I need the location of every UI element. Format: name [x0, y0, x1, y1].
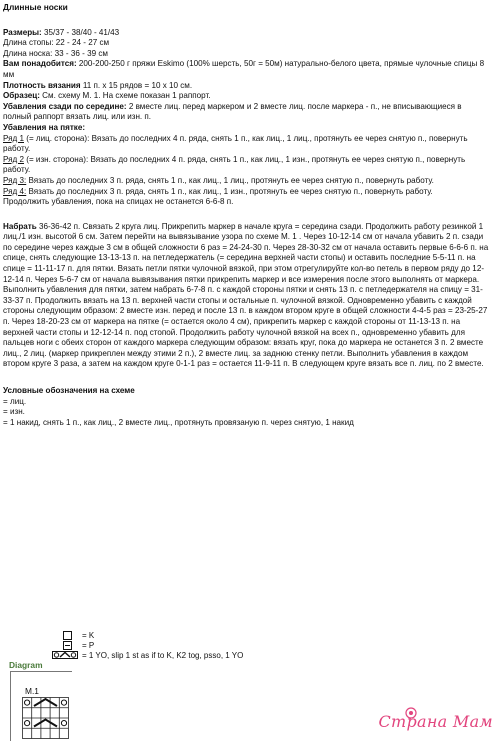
gauge-label: Плотность вязания [3, 80, 81, 90]
sample-line [3, 91, 491, 102]
chart-label: M.1 [25, 686, 39, 696]
foot-length: Длина стопы: 22 - 24 - 27 см [3, 38, 110, 48]
cast-on-paragraph [3, 222, 491, 286]
row-4-label: Ряд 4: [3, 186, 27, 196]
continue-line: Продолжить убавления, пока на спицах не останется 6-6-8 п. [3, 197, 234, 207]
cast-on-label: Набрать [3, 221, 37, 231]
row-1-label: Ряд 1 [3, 133, 24, 143]
legend-k-text: = K [82, 630, 95, 640]
back-decrease-label: Убавления сзади по середине: [3, 101, 127, 111]
row-2 [3, 155, 491, 176]
heel-decrease-heading: Убавления на пятке: [3, 122, 86, 132]
row-2-label: Ряд 2 [3, 154, 24, 164]
back-decrease-value: 2 вместе лиц. перед маркером и 2 вместе лиц. после маркера - п., не вписывающиеся в полный раппорт вязать лиц. или изн. п. [3, 101, 462, 122]
legend-row-k [60, 630, 268, 640]
gauge-value: 11 п. x 15 рядов = 10 x 10 см. [80, 80, 193, 90]
row-3 [3, 176, 491, 187]
row-2-text: (= изн. сторона): Вязать до последних 4 п. ряда, снять 1 п., как лиц., 1 изн., протянуть ее через снятую п., повернуть работу. [3, 154, 466, 175]
row-4-text: Вязать до последних 3 п. ряда, снять 1 п., как лиц., 1 изн., протянуть ее через снятую п., повернуть работу. [26, 186, 433, 196]
row-3-text: Вязать до последних 3 п. ряда, снять 1 п., как лиц., 1 лиц., протянуть ее через снятую п., повернуть работу. [26, 175, 434, 185]
purl-symbol-icon [60, 641, 74, 649]
materials-line [3, 59, 491, 80]
row-1-text: (= лиц. сторона): Вязать до последних 4 п. ряда, снять 1 п., как лиц., 1 лиц., протянуть ее через снятую п., повернуть работу. [3, 133, 468, 154]
row-1 [3, 134, 491, 155]
sock-length: Длина носка: 33 - 36 - 39 см [3, 48, 108, 58]
legend-dec-text: = 1 YO, slip 1 st as if to K, K2 tog, psso, 1 YO [82, 650, 244, 660]
back-decrease-line [3, 102, 491, 123]
legend-purl: = изн. [3, 407, 25, 417]
page-title: Длинные носки [3, 2, 68, 12]
watermark: Страна Мам [378, 712, 493, 731]
legend-p-text: = P [82, 640, 95, 650]
knitting-chart-grid [22, 697, 70, 740]
gauge-line [3, 81, 491, 92]
legend-decrease: = 1 накид, снять 1 п., как лиц., 2 вместе лиц., протянуть провязаную п. через снятую, 1 накид [3, 417, 354, 427]
row-4 [3, 187, 491, 198]
legend-knit: = лиц. [3, 396, 27, 406]
materials-value: 200-200-250 г пряжи Eskimo (100% шерсть, 50г = 50м) натурально-белого цвета, прямые чулочные спицы 8 мм [3, 59, 485, 79]
row-3-label: Ряд 3: [3, 175, 27, 185]
document [3, 0, 491, 428]
sample-value: См. схему М. 1. На схеме показан 1 раппорт. [39, 91, 211, 101]
sizes-label: Размеры: [3, 27, 42, 37]
materials-label: Вам понадобится: [3, 59, 77, 69]
cast-on-text: 36-36-42 п. Связать 2 круга лиц. Прикрепить маркер в начале круга = середина сзади. Продолжить работу резинкой 1 лиц./1 изн. высотой 6 см. Затем перейти на вывязывание узора по схеме М. 1 . Через 10-12-14 см от начала убавить 2 п. сзади по середине через каждые 3 см в общей сложности 6 раз = 24-24-30 п. Через 28-30-32 см от начала оставить первые 6-6-6 п. на спице, снять следующие 13-13-13 п. на петледержатель (= середина верхней части стопы) и оставить последние 5-5-11 п. на спице = 11-11-17 п. для пятки. Вязать петли пятки чулочной вязкой, при этом отрегулируйте кол-во петель в первом ряду до 12-12-14 п. Через 5-6-7 см от начала вывязывания пятки прикрепить маркер и все измерения после этого выполнять от маркера. [3, 221, 489, 284]
knit-symbol-icon [60, 631, 74, 639]
sample-label: Образец: [3, 91, 40, 101]
legend-title: Условные обозначения на схеме [3, 386, 135, 395]
legend-row-p [60, 640, 268, 650]
sizes-value: 35/37 - 38/40 - 41/43 [41, 27, 120, 37]
diagram-title: Diagram [9, 660, 43, 670]
legend-row-dec [52, 650, 268, 660]
symbol-legend [8, 630, 268, 660]
decrease-symbol-icon [52, 651, 78, 659]
sizes-line [3, 28, 491, 39]
heel-paragraph: Выполнить убавления для пятки, затем набрать 6-7-8 п. с каждой стороны пятки и снять 13 п. с петледержателя на спицу = 31-33-37 п. Продолжить вязать на 13 п. верхней части стопы и остальные п. чулочной вязкой. Одновременно убавить с каждой стороны следующим образом: 2 вместе изн. перед и после 13 п. в каждом втором круге в общей сложности 4-4-5 раз = 23-25-27 п. Через 18-20-23 см от маркера на пятке (= остается около 4 см), прикрепить маркер с каждой стороны от 11-13-13 п. на верхней части стопы и 12-12-14 п. под стопой. Продолжить работу чулочной вязкой на всех п., одновременно убавить для пальцев ноги с обеих сторон от каждого маркера следующим образом: вязать круг, пока до маркера не останется 3 п. 2 вместе лиц., 2 лиц. (маркер прикреплен между этими 2 п.), 2 вместе лиц. за заднюю стенку петли. Выполнить убавления в каждом втором круге 3 раза, а затем на каждом круге 0-1-1 раз = остается 11-9-11 п. В следующем круге вязать все п. лиц. по 2 вместе. [3, 285, 488, 369]
